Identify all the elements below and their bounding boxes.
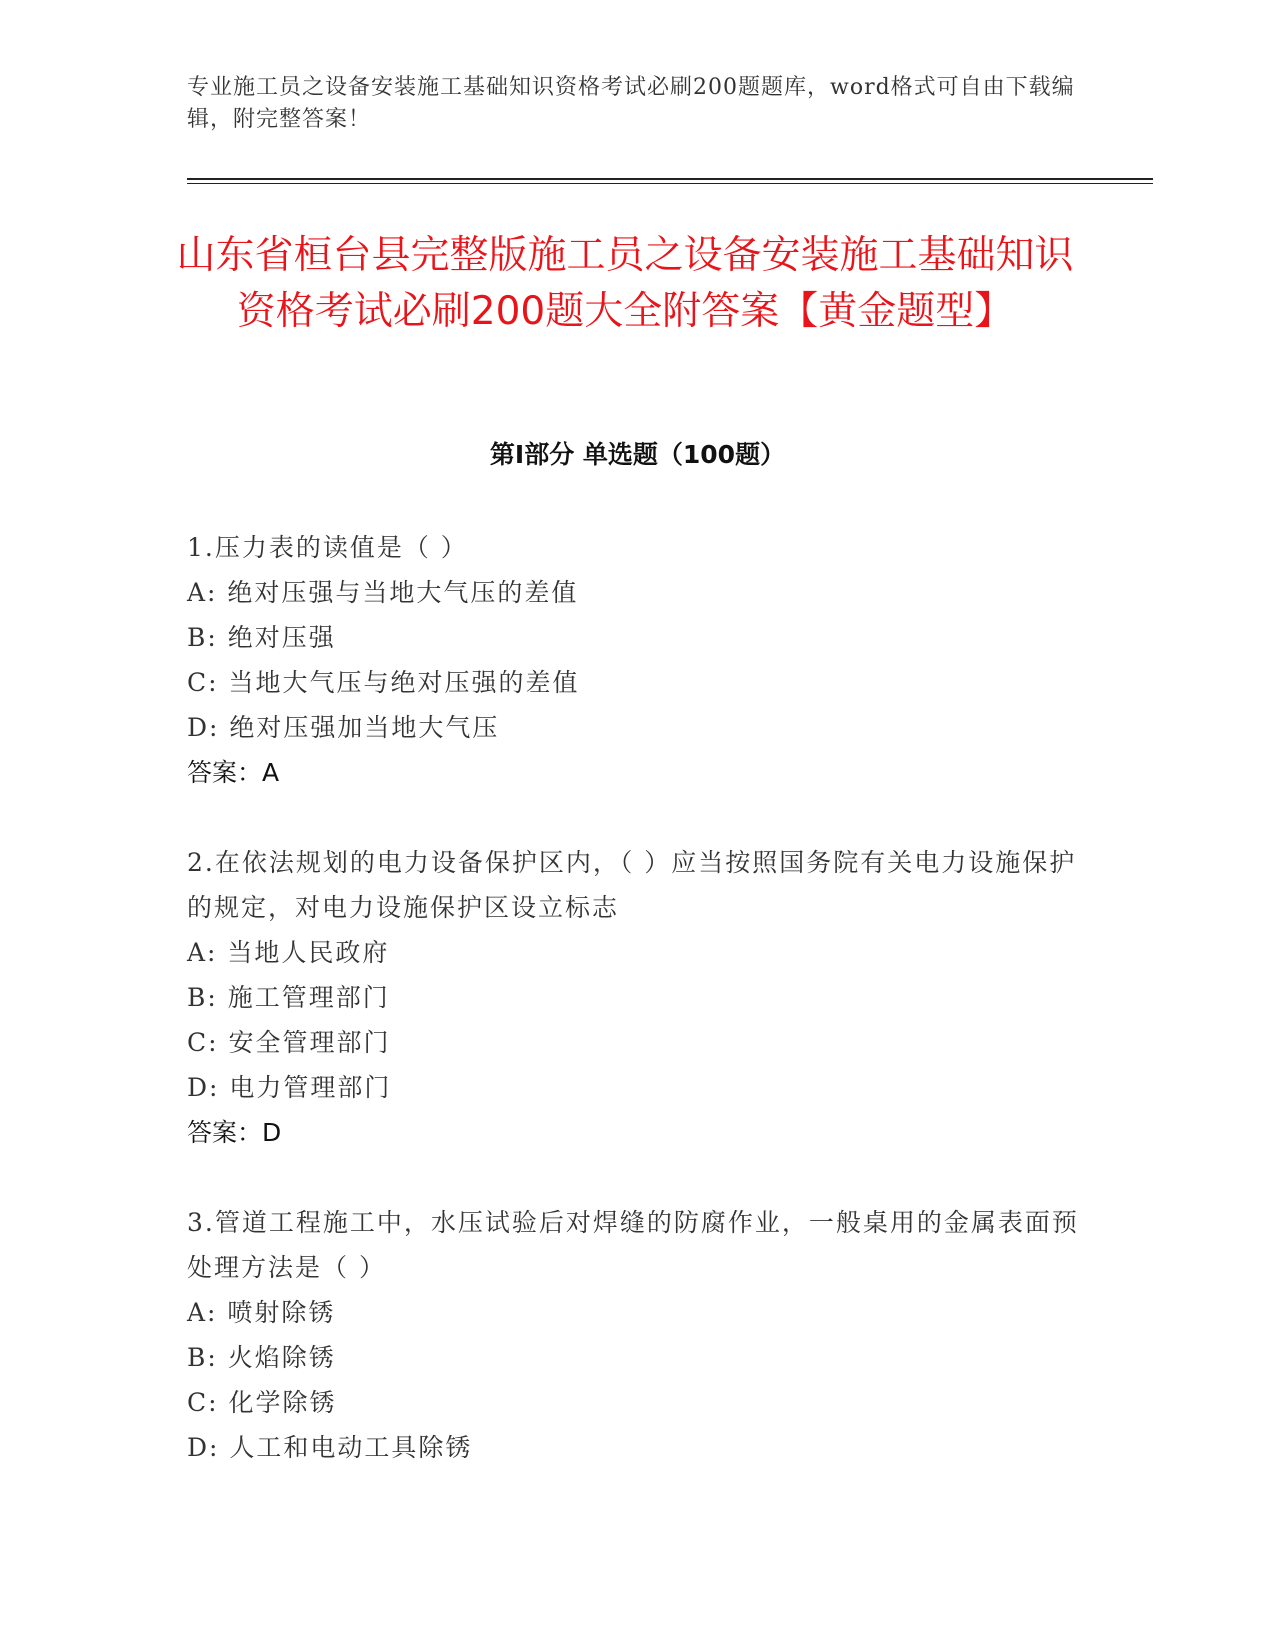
option-b: B: 火焰除锈: [187, 1343, 336, 1372]
option-d: D: 电力管理部门: [187, 1073, 392, 1102]
question-text: 1.压力表的读值是（ ）: [187, 533, 468, 562]
option-c: C: 当地大气压与绝对压强的差值: [187, 668, 580, 697]
question-text: 2.在依法规划的电力设备保护区内，（ ）应当按照国务院有关电力设施保护的规定，对电力设施保护区设立标志: [187, 848, 1077, 922]
header-note: 专业施工员之设备安装施工基础知识资格考试必刷200题题库，word格式可自由下载编辑，附完整答案！: [187, 75, 1075, 132]
option-a: A: 绝对压强与当地大气压的差值: [187, 578, 579, 607]
header-divider-thin: [187, 183, 1153, 184]
answer: 答案：D: [187, 1118, 282, 1147]
question-2: [187, 840, 1087, 1155]
document-title: 山东省桓台县完整版施工员之设备安装施工基础知识资格考试必刷200题大全附答案【黄金题型】: [176, 233, 1074, 334]
option-b: B: 绝对压强: [187, 623, 336, 652]
option-c: C: 安全管理部门: [187, 1028, 391, 1057]
answer: 答案：A: [187, 758, 280, 787]
option-d: D: 绝对压强加当地大气压: [187, 713, 500, 742]
header-divider: [187, 178, 1153, 180]
option-c: C: 化学除锈: [187, 1388, 337, 1417]
question-text: 3.管道工程施工中，水压试验后对焊缝的防腐作业，一般桌用的金属表面预处理方法是（ ）: [187, 1208, 1079, 1282]
question-3: [187, 1200, 1087, 1470]
question-list: [187, 525, 1087, 1515]
question-1: [187, 525, 1087, 795]
option-b: B: 施工管理部门: [187, 983, 390, 1012]
option-d: D: 人工和电动工具除锈: [187, 1433, 473, 1462]
section-heading: 第Ⅰ部分 单选题（100题）: [489, 440, 786, 469]
option-a: A: 当地人民政府: [187, 938, 390, 967]
option-a: A: 喷射除锈: [187, 1298, 336, 1327]
